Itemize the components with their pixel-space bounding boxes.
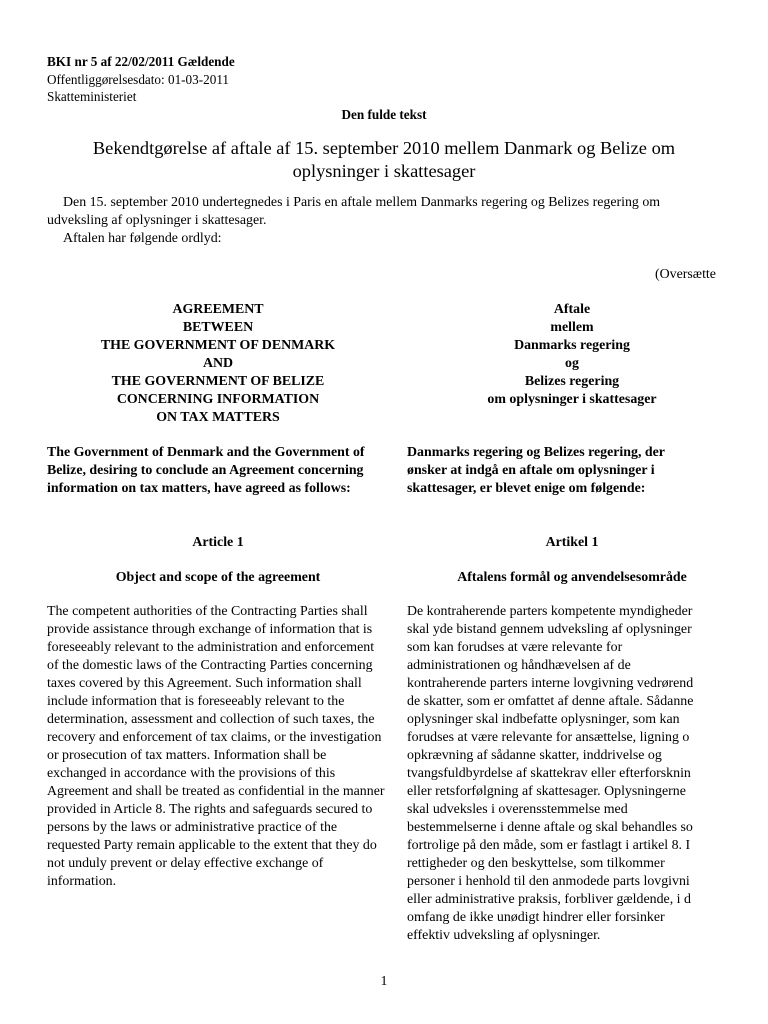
english-article-title: Object and scope of the agreement [115, 570, 321, 585]
danish-article-body: De kontraherende parters kompetente myndigheder skal yde bistand gennem udveksling af oplysninger som kan forudses at være relevante for administrationen og håndhævelsen af de kontraherende parters interne lovgivning vedrørend de skatter, som er omfattet af denne aftale. Sådanne oplysninger skal indbefatte oplysninger, som kan forudses at være relevante for ansættelse, ligning o opkrævning af sådanne skatter, inddrivelse og tvangsfuldbyrdelse af skattekrav eller efterforsknin eller retsforfølgning af skattesager. Oplysningerne skal udveksles i overensstemmelse med bestemmelserne i denne aftale og skal behandles so fortrolige på den måde, som er fastlagt i artikel 8. I rettigheder og den beskyttelse, som tilkommer personer i henhold til den anmodede parts lovgivni eller administrative praksis, forbliver gældende, i d omfang de ikke unødigt hindrer eller forsinker effektiv udveksling af oplysninger. [407, 604, 694, 943]
danish-column [407, 301, 747, 943]
english-heading-line: ON TAX MATTERS [156, 410, 280, 425]
danish-article-title: Aftalens formål og anvendelsesområde [457, 570, 687, 585]
danish-heading-line: og [565, 356, 579, 371]
ministry-name: Skatteministeriet [47, 89, 137, 104]
english-heading-line: BETWEEN [182, 320, 254, 335]
english-article-body: The competent authorities of the Contracting Parties shall provide assistance through exchange of information that is foreseeably relevant to the administration and enforcement of the domestic laws of the Contracting Parties concerning taxes covered by this Agreement. Such information shall include information that is foreseeably relevant to the determination, assessment and collection of such taxes, the recovery and enforcement of tax claims, or the investigation or prosecution of tax matters. Information shall be exchanged in accordance with the provisions of this Agreement and shall be treated as confidential in the manner provided in Article 8. The rights and safeguards secured to persons by the laws or administrative practice of the requested Party remain applicable to the extent that they do not unduly prevent or delay effective exchange of information. [47, 604, 385, 889]
english-article-number: Article 1 [192, 535, 244, 550]
document-title-line: oplysninger i skattesager [292, 161, 476, 181]
danish-heading-line: Belizes regering [524, 374, 620, 389]
publication-date: Offentliggørelsesdato: 01-03-2011 [47, 72, 230, 87]
translation-note: (Oversætte [655, 267, 716, 282]
english-column [47, 301, 389, 889]
english-heading-line: AGREEMENT [172, 302, 264, 317]
danish-heading-line: om oplysninger i skattesager [487, 392, 657, 407]
danish-article-number: Artikel 1 [545, 535, 599, 550]
english-heading-line: THE GOVERNMENT OF DENMARK [100, 338, 336, 353]
danish-heading-line: Aftale [553, 302, 591, 317]
english-preamble: The Government of Denmark and the Government of Belize, desiring to conclude an Agreement concerning information on tax matters, have agreed as follows: [47, 445, 365, 496]
english-heading-line: THE GOVERNMENT OF BELIZE [111, 374, 325, 389]
intro [47, 194, 719, 248]
english-heading-line: AND [202, 356, 234, 371]
page-number: 1 [380, 974, 388, 989]
document-id: BKI nr 5 af 22/02/2011 Gældende [47, 54, 235, 69]
danish-preamble: Danmarks regering og Belizes regering, der ønsker at indgå en aftale om oplysninger i skattesager, er blevet enige om følgende: [407, 445, 665, 496]
intro-paragraph: Den 15. september 2010 undertegnedes i Paris en aftale mellem Danmarks regering og Belizes regering om udveksling af oplysninger i skattesager. [47, 195, 661, 228]
document-title-line: Bekendtgørelse af aftale af 15. september 2010 mellem Danmark og Belize om [92, 138, 676, 158]
english-heading [47, 301, 389, 427]
danish-heading-line: Danmarks regering [514, 338, 630, 353]
english-heading-line: CONCERNING INFORMATION [116, 392, 320, 407]
danish-heading-line: mellem [550, 320, 594, 335]
intro-paragraph: Aftalen har følgende ordlyd: [63, 231, 222, 246]
document-title [60, 137, 708, 183]
full-text-label: Den fulde tekst [341, 107, 427, 122]
danish-heading [407, 301, 737, 409]
